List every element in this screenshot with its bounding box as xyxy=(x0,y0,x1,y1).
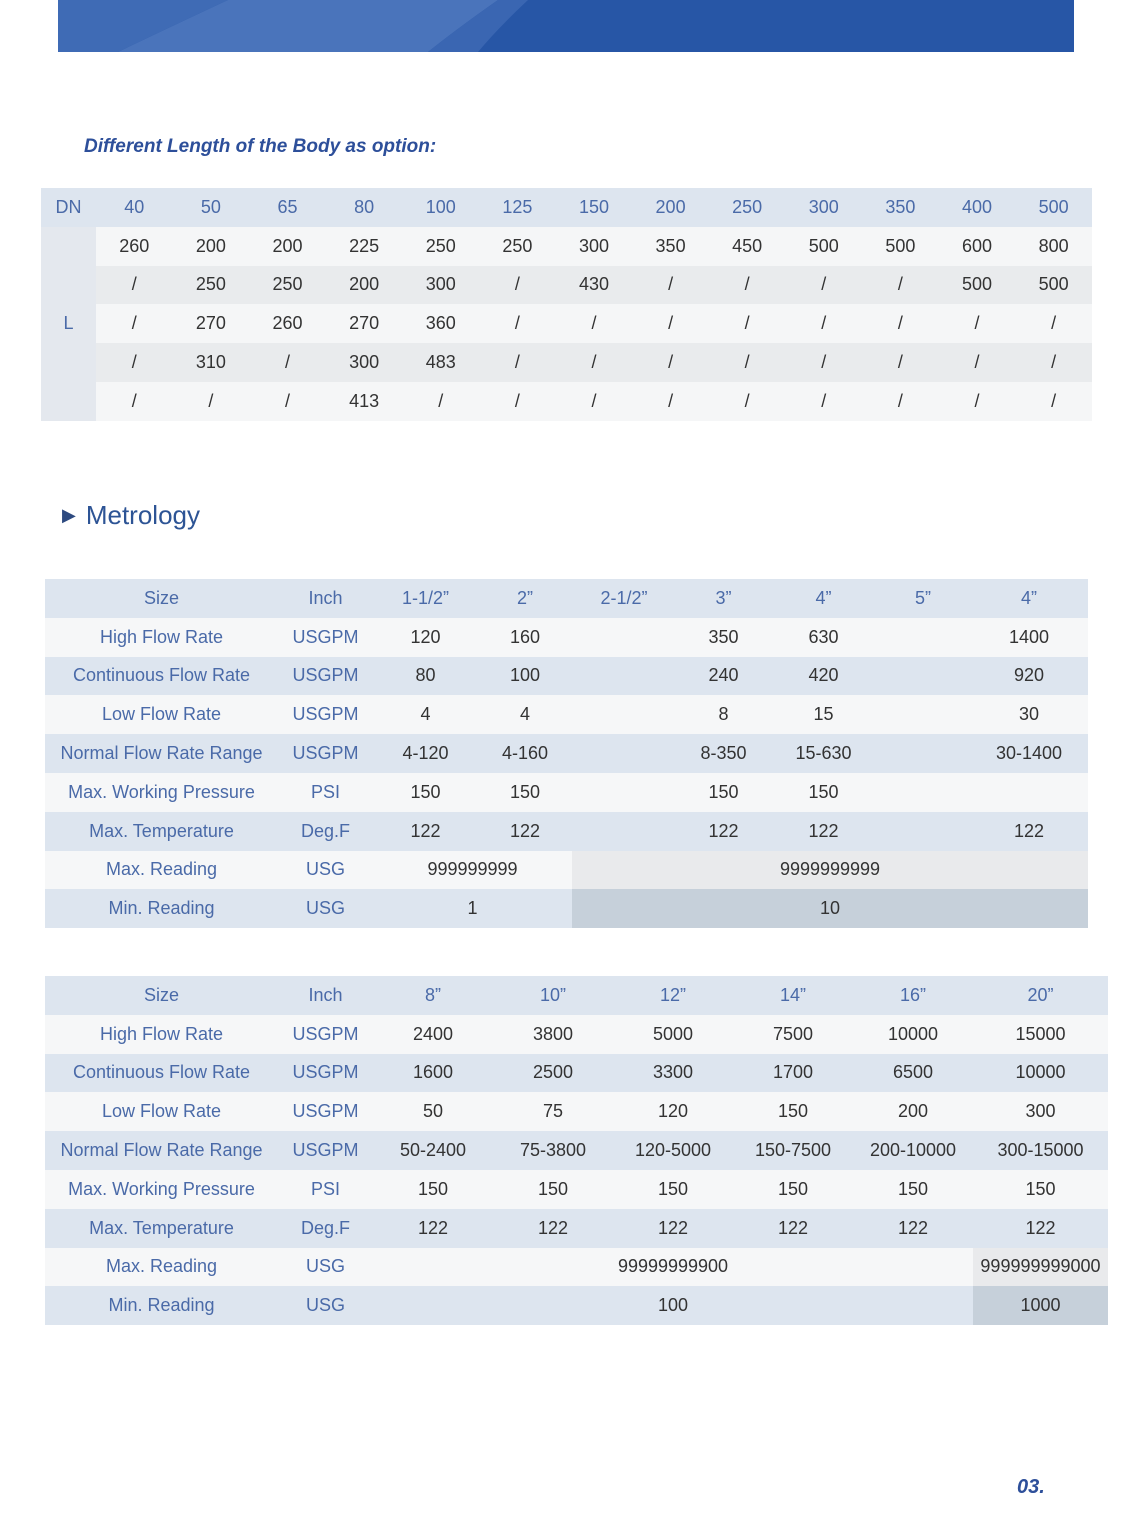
value-cell: 350 xyxy=(676,618,771,657)
length-cell: 800 xyxy=(1015,227,1092,266)
value-cell: 2400 xyxy=(373,1015,493,1054)
length-cell: / xyxy=(785,382,862,421)
min-reading-last: 1000 xyxy=(973,1286,1108,1325)
dn-value: 50 xyxy=(173,188,250,227)
length-cell: / xyxy=(709,382,786,421)
row-unit: USGPM xyxy=(278,657,373,696)
value-cell: 150 xyxy=(733,1170,853,1209)
low-flow-rate-row xyxy=(45,1092,1108,1131)
length-cell: / xyxy=(862,304,939,343)
value-cell: 150 xyxy=(493,1170,613,1209)
row-label: Max. Temperature xyxy=(45,812,278,851)
value-cell: 15-630 xyxy=(771,734,876,773)
length-cell: 250 xyxy=(173,266,250,305)
length-cell: / xyxy=(479,266,556,305)
row-unit: USGPM xyxy=(278,1131,373,1170)
length-cell: / xyxy=(632,266,709,305)
value-cell: 75-3800 xyxy=(493,1131,613,1170)
length-cell: 200 xyxy=(249,227,326,266)
row-label: Low Flow Rate xyxy=(45,1092,278,1131)
value-cell: 30-1400 xyxy=(970,734,1088,773)
banner-swoosh-graphic xyxy=(58,0,1074,52)
value-cell: 100 xyxy=(478,657,572,696)
length-cell: 310 xyxy=(173,343,250,382)
row-label: Normal Flow Rate Range xyxy=(45,1131,278,1170)
length-cell: / xyxy=(479,304,556,343)
value-cell: 150 xyxy=(853,1170,973,1209)
dn-value: 65 xyxy=(249,188,326,227)
length-cell: 360 xyxy=(402,304,479,343)
length-cell: / xyxy=(709,304,786,343)
length-cell: / xyxy=(96,266,173,305)
value-cell: 240 xyxy=(676,657,771,696)
value-cell: 6500 xyxy=(853,1054,973,1093)
row-unit: Deg.F xyxy=(278,1209,373,1248)
length-cell: / xyxy=(939,382,1016,421)
dn-value: 350 xyxy=(862,188,939,227)
dn-value: 40 xyxy=(96,188,173,227)
value-cell xyxy=(572,657,676,696)
value-cell: 200 xyxy=(853,1092,973,1131)
min-reading-large: 10 xyxy=(572,889,1088,928)
body-length-table xyxy=(41,188,1092,421)
length-cell: / xyxy=(862,266,939,305)
high-flow-rate-row xyxy=(45,618,1088,657)
value-cell: 10000 xyxy=(853,1015,973,1054)
value-cell xyxy=(572,773,676,812)
length-cell: 483 xyxy=(402,343,479,382)
length-cell: / xyxy=(479,382,556,421)
length-cell: 260 xyxy=(249,304,326,343)
row-unit: Inch xyxy=(278,579,373,618)
length-cell: 413 xyxy=(326,382,403,421)
value-cell xyxy=(572,812,676,851)
value-cell: 2500 xyxy=(493,1054,613,1093)
size-cell: 4” xyxy=(771,579,876,618)
length-row xyxy=(41,227,1092,266)
value-cell: 122 xyxy=(771,812,876,851)
value-cell: 75 xyxy=(493,1092,613,1131)
length-cell: / xyxy=(785,304,862,343)
length-cell: / xyxy=(96,304,173,343)
length-cell: 500 xyxy=(939,266,1016,305)
value-cell: 122 xyxy=(853,1209,973,1248)
continuous-flow-rate-row xyxy=(45,657,1088,696)
length-cell: 350 xyxy=(632,227,709,266)
value-cell xyxy=(876,695,970,734)
max-reading-row xyxy=(45,851,1088,890)
continuous-flow-rate-row xyxy=(45,1054,1108,1093)
value-cell: 150 xyxy=(771,773,876,812)
row-label: Low Flow Rate xyxy=(45,695,278,734)
length-cell: 300 xyxy=(326,343,403,382)
value-cell: 50-2400 xyxy=(373,1131,493,1170)
length-cell: / xyxy=(1015,304,1092,343)
value-cell: 122 xyxy=(373,1209,493,1248)
length-cell: 600 xyxy=(939,227,1016,266)
value-cell: 5000 xyxy=(613,1015,733,1054)
row-label: Continuous Flow Rate xyxy=(45,1054,278,1093)
max-reading-row xyxy=(45,1248,1108,1287)
row-label: Size xyxy=(45,976,278,1015)
value-cell xyxy=(876,618,970,657)
length-cell: / xyxy=(249,343,326,382)
length-cell: 260 xyxy=(96,227,173,266)
max-reading-main: 99999999900 xyxy=(373,1248,973,1287)
triangle-bullet-icon: ▶ xyxy=(62,505,76,525)
length-cell: 270 xyxy=(326,304,403,343)
value-cell: 300 xyxy=(973,1092,1108,1131)
length-cell: / xyxy=(1015,382,1092,421)
row-unit: USG xyxy=(278,851,373,890)
length-row xyxy=(41,382,1092,421)
row-label: Min. Reading xyxy=(45,889,278,928)
row-unit: USGPM xyxy=(278,1054,373,1093)
normal-flow-rate-range-row xyxy=(45,1131,1108,1170)
max-reading-last: 999999999000 xyxy=(973,1248,1108,1287)
row-label: Normal Flow Rate Range xyxy=(45,734,278,773)
row-label: High Flow Rate xyxy=(45,618,278,657)
page-number: 03. xyxy=(1017,1476,1045,1498)
value-cell: 122 xyxy=(493,1209,613,1248)
value-cell xyxy=(572,695,676,734)
value-cell: 122 xyxy=(970,812,1088,851)
dn-value: 80 xyxy=(326,188,403,227)
row-unit: USGPM xyxy=(278,695,373,734)
length-cell: / xyxy=(939,304,1016,343)
length-cell: 270 xyxy=(173,304,250,343)
value-cell: 150 xyxy=(478,773,572,812)
row-unit: USGPM xyxy=(278,734,373,773)
max-temperature-row xyxy=(45,1209,1108,1248)
value-cell: 4 xyxy=(373,695,478,734)
metrology-table-1 xyxy=(45,579,1088,928)
row-label: Min. Reading xyxy=(45,1286,278,1325)
value-cell: 1700 xyxy=(733,1054,853,1093)
length-cell: / xyxy=(709,343,786,382)
row-unit: USG xyxy=(278,1248,373,1287)
dn-value: 100 xyxy=(402,188,479,227)
row-unit: PSI xyxy=(278,1170,373,1209)
value-cell: 920 xyxy=(970,657,1088,696)
length-cell: / xyxy=(96,382,173,421)
length-cell: / xyxy=(785,266,862,305)
value-cell xyxy=(876,734,970,773)
length-cell: 500 xyxy=(1015,266,1092,305)
length-row xyxy=(41,304,1092,343)
value-cell: 30 xyxy=(970,695,1088,734)
value-cell: 122 xyxy=(973,1209,1108,1248)
length-cell: / xyxy=(862,382,939,421)
value-cell: 3300 xyxy=(613,1054,733,1093)
value-cell: 150 xyxy=(973,1170,1108,1209)
dn-value: 300 xyxy=(785,188,862,227)
dn-value: 500 xyxy=(1015,188,1092,227)
length-cell: / xyxy=(402,382,479,421)
size-cell: 10” xyxy=(493,976,613,1015)
value-cell: 7500 xyxy=(733,1015,853,1054)
length-cell: / xyxy=(939,343,1016,382)
max-reading-large: 9999999999 xyxy=(572,851,1088,890)
length-cell: / xyxy=(785,343,862,382)
length-cell: / xyxy=(862,343,939,382)
value-cell: 3800 xyxy=(493,1015,613,1054)
length-cell: 200 xyxy=(326,266,403,305)
dn-value: 200 xyxy=(632,188,709,227)
row-unit: USGPM xyxy=(278,618,373,657)
dn-value: 125 xyxy=(479,188,556,227)
value-cell: 8-350 xyxy=(676,734,771,773)
row-unit: Inch xyxy=(278,976,373,1015)
value-cell: 15 xyxy=(771,695,876,734)
value-cell: 1400 xyxy=(970,618,1088,657)
size-cell: 2-1/2” xyxy=(572,579,676,618)
value-cell: 200-10000 xyxy=(853,1131,973,1170)
row-unit: USG xyxy=(278,889,373,928)
length-cell: / xyxy=(632,382,709,421)
length-cell: 250 xyxy=(479,227,556,266)
dn-value: 250 xyxy=(709,188,786,227)
dn-value: 400 xyxy=(939,188,1016,227)
value-cell: 4-120 xyxy=(373,734,478,773)
value-cell: 122 xyxy=(676,812,771,851)
length-cell: / xyxy=(709,266,786,305)
header-banner xyxy=(58,0,1074,52)
value-cell: 630 xyxy=(771,618,876,657)
l-label: L xyxy=(41,227,96,421)
length-cell: / xyxy=(556,343,633,382)
row-label: Max. Working Pressure xyxy=(45,1170,278,1209)
normal-flow-rate-range-row xyxy=(45,734,1088,773)
value-cell xyxy=(970,773,1088,812)
size-cell: 2” xyxy=(478,579,572,618)
length-cell: / xyxy=(479,343,556,382)
length-cell: 430 xyxy=(556,266,633,305)
size-cell: 16” xyxy=(853,976,973,1015)
length-cell: / xyxy=(96,343,173,382)
value-cell: 120 xyxy=(613,1092,733,1131)
high-flow-rate-row xyxy=(45,1015,1108,1054)
size-header-row xyxy=(45,579,1088,618)
value-cell: 150 xyxy=(373,1170,493,1209)
value-cell: 120-5000 xyxy=(613,1131,733,1170)
length-cell: 200 xyxy=(173,227,250,266)
row-unit: USGPM xyxy=(278,1015,373,1054)
size-cell: 8” xyxy=(373,976,493,1015)
dn-label: DN xyxy=(41,188,96,227)
size-cell: 4” xyxy=(970,579,1088,618)
row-unit: PSI xyxy=(278,773,373,812)
low-flow-rate-row xyxy=(45,695,1088,734)
value-cell: 80 xyxy=(373,657,478,696)
size-cell: 14” xyxy=(733,976,853,1015)
row-label: Size xyxy=(45,579,278,618)
max-temperature-row xyxy=(45,812,1088,851)
length-cell: 250 xyxy=(249,266,326,305)
row-label: Max. Working Pressure xyxy=(45,773,278,812)
value-cell: 150 xyxy=(613,1170,733,1209)
length-cell: 500 xyxy=(785,227,862,266)
length-cell: / xyxy=(632,343,709,382)
length-row xyxy=(41,266,1092,305)
length-cell: / xyxy=(173,382,250,421)
value-cell: 4-160 xyxy=(478,734,572,773)
length-cell: 300 xyxy=(556,227,633,266)
row-unit: Deg.F xyxy=(278,812,373,851)
length-cell: 250 xyxy=(402,227,479,266)
value-cell xyxy=(876,657,970,696)
max-working-pressure-row xyxy=(45,1170,1108,1209)
value-cell: 120 xyxy=(373,618,478,657)
value-cell: 122 xyxy=(478,812,572,851)
row-label: Max. Temperature xyxy=(45,1209,278,1248)
min-reading-row xyxy=(45,889,1088,928)
value-cell: 150 xyxy=(676,773,771,812)
value-cell: 150 xyxy=(373,773,478,812)
size-header-row xyxy=(45,976,1108,1015)
size-cell: 3” xyxy=(676,579,771,618)
value-cell xyxy=(876,773,970,812)
row-label: Max. Reading xyxy=(45,1248,278,1287)
length-cell: 500 xyxy=(862,227,939,266)
value-cell: 150-7500 xyxy=(733,1131,853,1170)
min-reading-main: 100 xyxy=(373,1286,973,1325)
length-cell: / xyxy=(1015,343,1092,382)
size-cell: 1-1/2” xyxy=(373,579,478,618)
value-cell: 150 xyxy=(733,1092,853,1131)
size-cell: 5” xyxy=(876,579,970,618)
min-reading-small: 1 xyxy=(373,889,572,928)
row-label: Max. Reading xyxy=(45,851,278,890)
body-length-subtitle: Different Length of the Body as option: xyxy=(84,136,437,157)
length-row xyxy=(41,343,1092,382)
value-cell: 122 xyxy=(733,1209,853,1248)
size-cell: 12” xyxy=(613,976,733,1015)
length-cell: 300 xyxy=(402,266,479,305)
row-unit: USGPM xyxy=(278,1092,373,1131)
metrology-section-title xyxy=(62,500,200,531)
length-cell: / xyxy=(632,304,709,343)
value-cell: 420 xyxy=(771,657,876,696)
value-cell: 300-15000 xyxy=(973,1131,1108,1170)
value-cell: 50 xyxy=(373,1092,493,1131)
length-cell: 450 xyxy=(709,227,786,266)
length-cell: 225 xyxy=(326,227,403,266)
value-cell: 160 xyxy=(478,618,572,657)
length-cell: / xyxy=(556,382,633,421)
value-cell: 122 xyxy=(373,812,478,851)
value-cell xyxy=(572,734,676,773)
value-cell: 4 xyxy=(478,695,572,734)
value-cell: 15000 xyxy=(973,1015,1108,1054)
length-cell: / xyxy=(249,382,326,421)
row-label: Continuous Flow Rate xyxy=(45,657,278,696)
value-cell xyxy=(572,618,676,657)
dn-value: 150 xyxy=(556,188,633,227)
metrology-table-2 xyxy=(45,976,1108,1325)
dn-header-row xyxy=(41,188,1092,227)
value-cell xyxy=(876,812,970,851)
row-unit: USG xyxy=(278,1286,373,1325)
size-cell: 20” xyxy=(973,976,1108,1015)
value-cell: 8 xyxy=(676,695,771,734)
min-reading-row xyxy=(45,1286,1108,1325)
value-cell: 1600 xyxy=(373,1054,493,1093)
max-working-pressure-row xyxy=(45,773,1088,812)
value-cell: 122 xyxy=(613,1209,733,1248)
max-reading-small: 999999999 xyxy=(373,851,572,890)
metrology-title-text: Metrology xyxy=(85,500,200,530)
length-cell: / xyxy=(556,304,633,343)
value-cell: 10000 xyxy=(973,1054,1108,1093)
row-label: High Flow Rate xyxy=(45,1015,278,1054)
